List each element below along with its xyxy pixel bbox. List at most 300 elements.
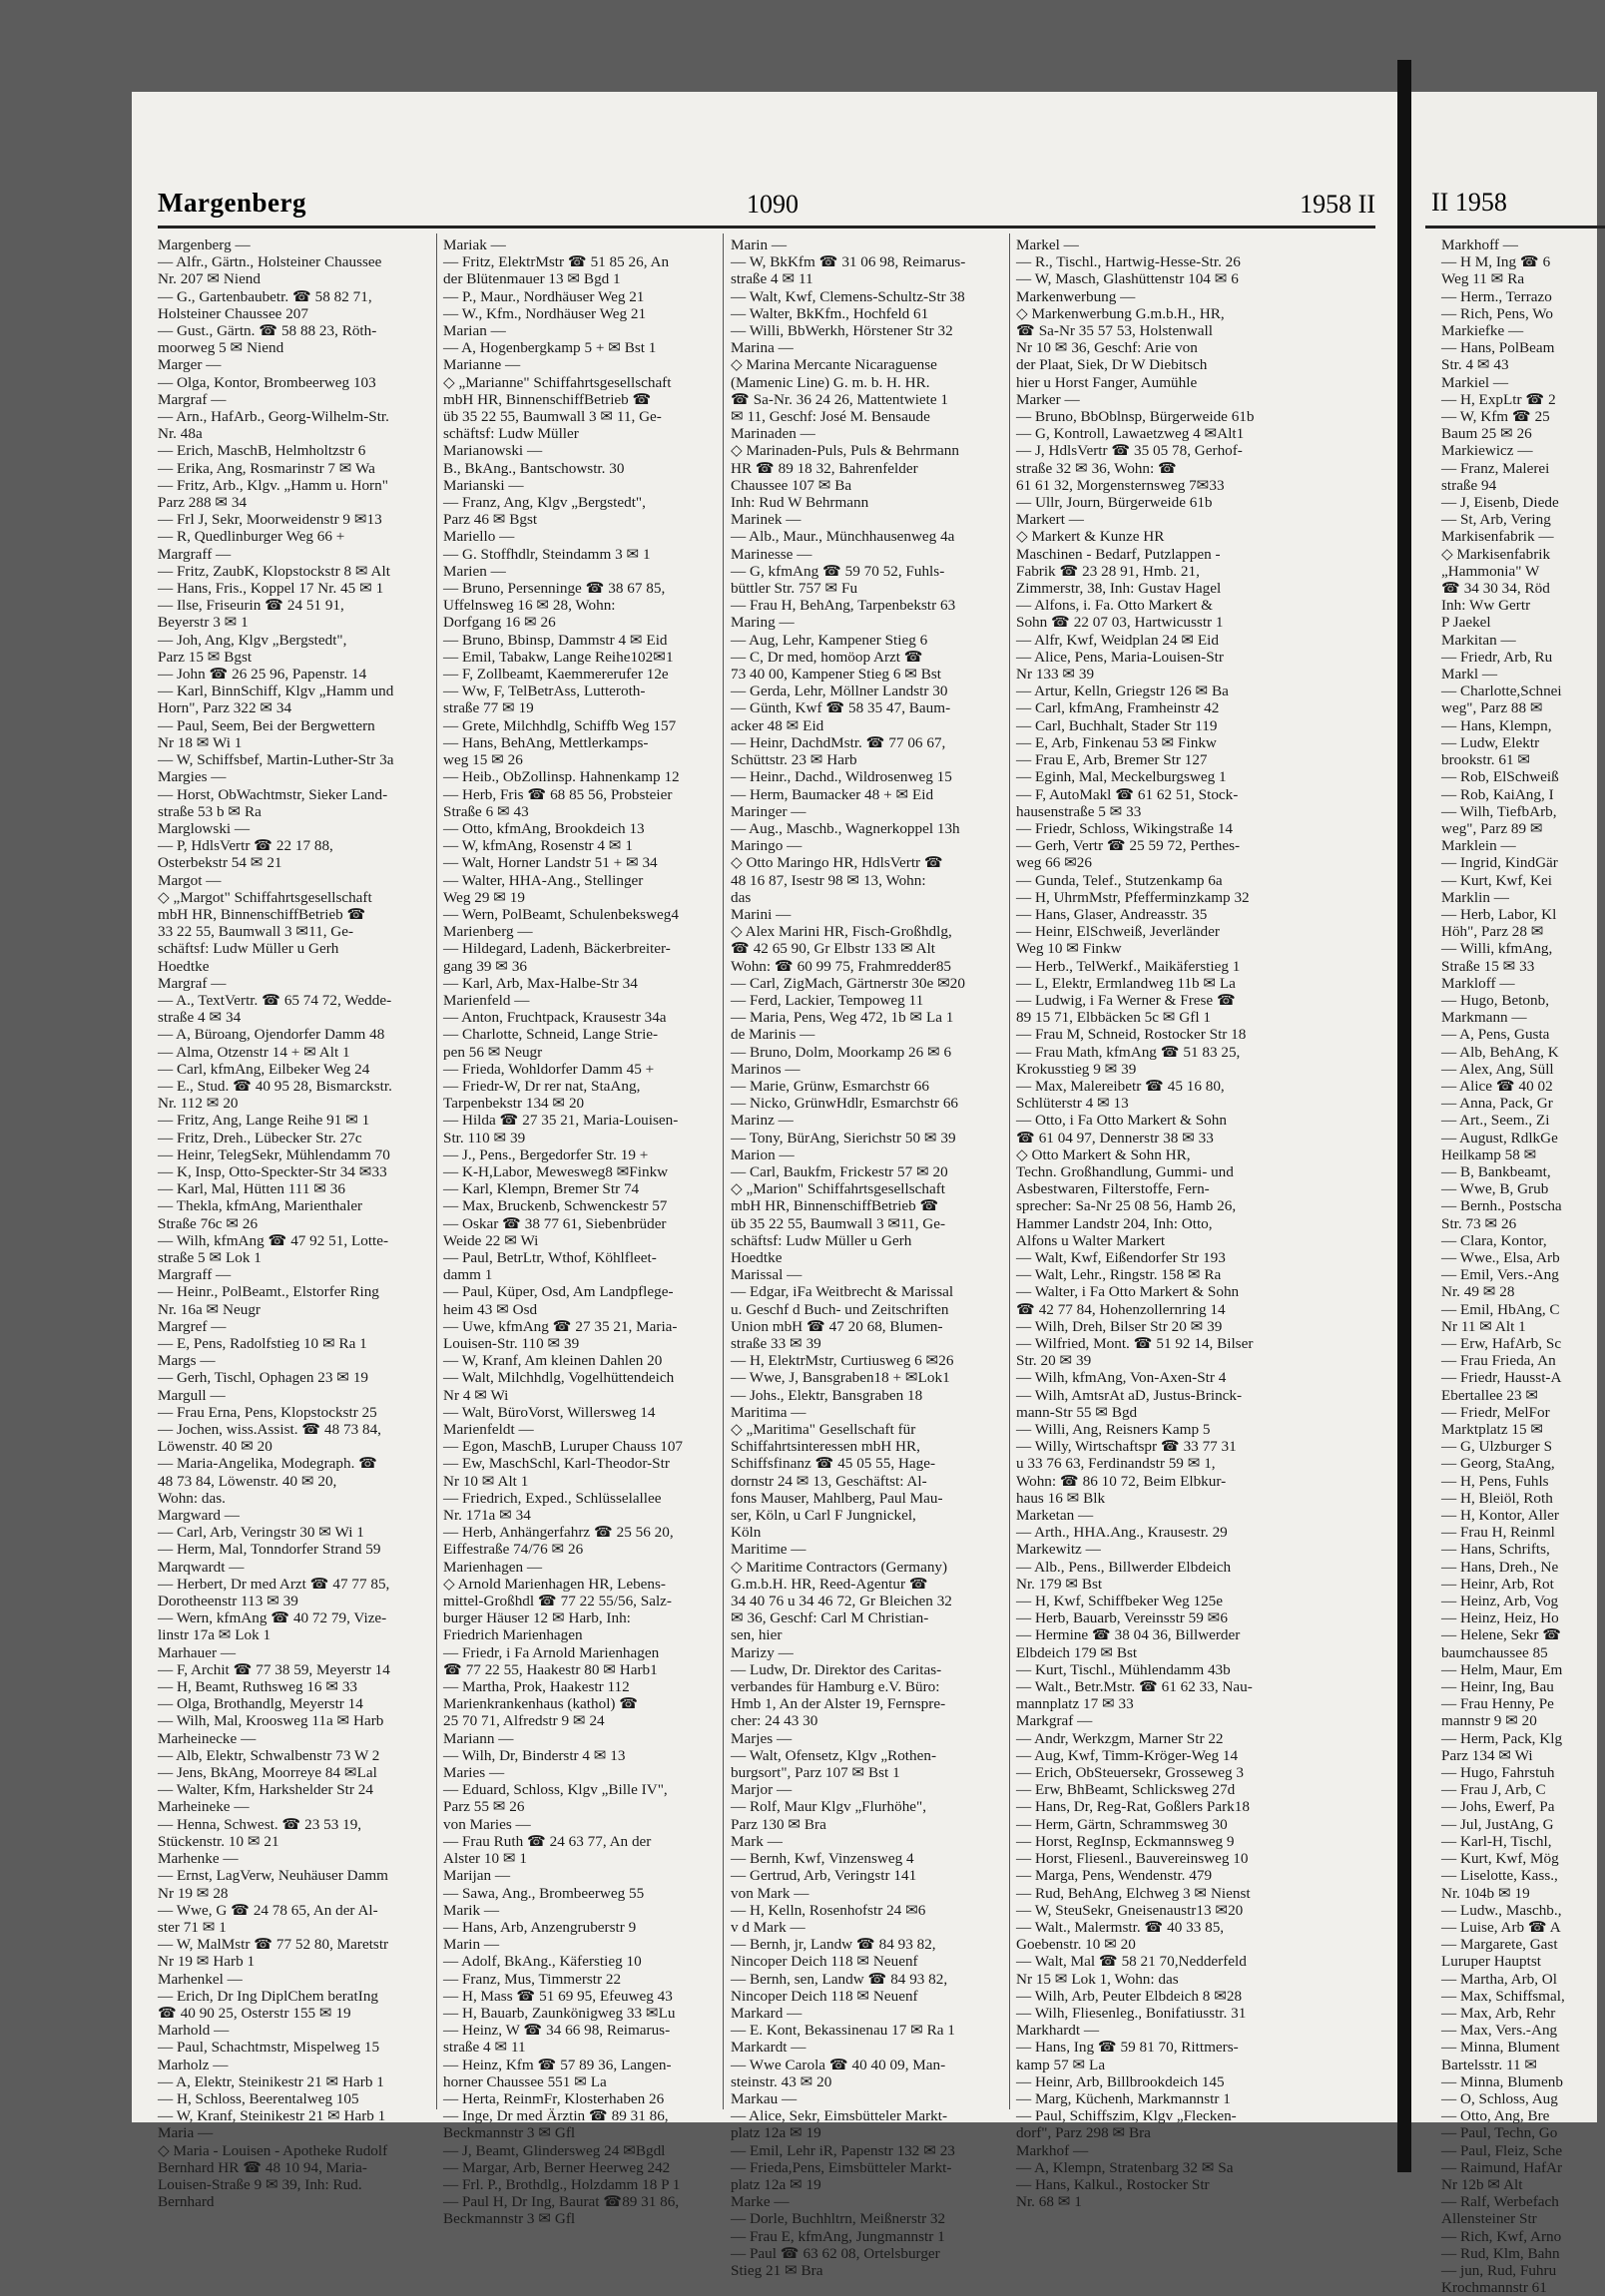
column-divider xyxy=(1009,233,1010,2109)
directory-entry-line: — Herm, Baumacker 48 + ✉ Eid xyxy=(731,785,934,803)
directory-entry-line: Marijan — xyxy=(443,1867,511,1885)
directory-entry-line: — Jens, BkAng, Moorreye 84 ✉Lal xyxy=(158,1764,377,1782)
directory-entry-line: — Alb., Pens., Billwerder Elbdeich xyxy=(1016,1558,1232,1576)
directory-entry-line: — Luise, Arb ☎ A xyxy=(1441,1918,1561,1936)
directory-entry-line: — Paul, Fleiz, Sche xyxy=(1441,2141,1563,2159)
directory-entry-line: — jun, Rud, Fuhru xyxy=(1441,2261,1557,2279)
directory-entry-line: — W, Kranf, Steinikestr 21 ✉ Harb 1 xyxy=(158,2107,386,2125)
directory-entry-line: — Olga, Kontor, Brombeerweg 103 xyxy=(158,373,376,391)
directory-entry-line: Marianski — xyxy=(443,476,524,494)
directory-entry-line: Alfons u Walter Markert xyxy=(1016,1231,1166,1249)
directory-entry-line: — Heinr, TelegSekr, Mühlendamm 70 xyxy=(158,1146,390,1163)
directory-entry-line: Dorfgang 16 ✉ 26 xyxy=(443,614,556,632)
directory-entry-line: — Anton, Fruchtpack, Krausestr 34a xyxy=(443,1009,667,1027)
directory-entry-line: Marklin — xyxy=(1441,888,1509,906)
directory-entry-line: Markisenfabrik — xyxy=(1441,528,1554,546)
directory-entry-line: — Erich, MaschB, Helmholtzstr 6 xyxy=(158,442,366,460)
directory-entry-line: — Walter, Kfm, Harkshelder Str 24 xyxy=(158,1781,373,1799)
column-divider xyxy=(723,233,724,2109)
directory-entry-line: Marinesse — xyxy=(731,545,812,563)
directory-entry-line: Uffelnsweg 16 ✉ 28, Wohn: xyxy=(443,597,616,615)
directory-entry-line: G.m.b.H. HR, Reed-Agentur ☎ xyxy=(731,1575,928,1593)
directory-entry-line: — H, Beamt, Ruthsweg 16 ✉ 33 xyxy=(158,1678,358,1696)
directory-entry-line: — Herm, Mal, Tonndorfer Strand 59 xyxy=(158,1541,381,1559)
directory-entry-line: ◇ Markenwerbung G.m.b.H., HR, xyxy=(1016,304,1225,322)
directory-entry-line: Maringo — xyxy=(731,837,802,855)
directory-entry-line: — Bruno, Dolm, Moorkamp 26 ✉ 6 xyxy=(731,1043,952,1061)
directory-entry-line: Köln xyxy=(731,1524,762,1542)
directory-entry-line: cher: 24 43 30 xyxy=(731,1712,818,1730)
directory-entry-line: — W, SteuSekr, Gneisenaustr13 ✉20 xyxy=(1016,1901,1244,1919)
directory-entry-line: Weg 11 ✉ Ra xyxy=(1441,270,1525,288)
directory-entry-line: Holsteiner Chaussee 207 xyxy=(158,304,308,322)
directory-entry-line: — Margar, Arb, Berner Heerweg 242 xyxy=(443,2158,671,2176)
directory-entry-line: — F, AutoMakl ☎ 61 62 51, Stock- xyxy=(1016,785,1239,803)
directory-entry-line: — Willi, BbWerkh, Hörstener Str 32 xyxy=(731,322,953,340)
directory-entry-line: gang 39 ✉ 36 xyxy=(443,957,528,975)
directory-entry-line: Hmb 1, An der Alster 19, Fernspre- xyxy=(731,1695,946,1713)
directory-entry-line: — H, Schloss, Beerentalweg 105 xyxy=(158,2089,359,2107)
directory-entry-line: sprecher: Sa-Nr 25 08 56, Hamb 26, xyxy=(1016,1197,1237,1215)
directory-entry-line: — Marg, Küchenh, Markmannstr 1 xyxy=(1016,2089,1231,2107)
directory-entry-line: — Eduard, Schloss, Klgv „Bille IV", xyxy=(443,1781,668,1799)
directory-entry-line: — Ludwig, i Fa Werner & Frese ☎ xyxy=(1016,991,1236,1009)
directory-entry-line: — Art., Seem., Zi xyxy=(1441,1112,1550,1130)
directory-entry-line: — Heinr, ElSchweiß, Jeverländer xyxy=(1016,923,1220,941)
directory-entry-line: — Alfons, i. Fa. Otto Markert & xyxy=(1016,597,1213,615)
directory-entry-line: ☎ Sa-Nr. 36 24 26, Mattentwiete 1 xyxy=(731,390,949,408)
directory-entry-line: — Walter, HHA-Ang., Stellinger xyxy=(443,871,644,889)
directory-entry-line: — Hans, PolBeam xyxy=(1441,339,1555,357)
directory-entry-line: — Hans, Ing ☎ 59 81 70, Rittmers- xyxy=(1016,2039,1239,2057)
directory-entry-line: ◇ „Margot" Schiffahrtsgesellschaft xyxy=(158,888,372,906)
directory-entry-line: Nr 15 ✉ Lok 1, Wohn: das xyxy=(1016,1970,1179,1988)
directory-entry-line: — Aug., Maschb., Wagnerkoppel 13h xyxy=(731,819,960,837)
directory-entry-line: — Wwe., Elsa, Arb xyxy=(1441,1248,1560,1266)
directory-entry-line: mbH HR, BinnenschiffBetrieb ☎ xyxy=(443,390,652,408)
directory-entry-line: — H, ElektrMstr, Curtiusweg 6 ✉26 xyxy=(731,1352,954,1370)
directory-entry-line: Markhof — xyxy=(1016,2141,1089,2159)
directory-entry-line: Bernhard HR ☎ 48 10 94, Maria- xyxy=(158,2158,367,2176)
directory-entry-line: — Frau Henny, Pe xyxy=(1441,1695,1554,1713)
directory-entry-line: büttler Str. 757 ✉ Fu xyxy=(731,580,858,598)
directory-entry-line: — Gerh, Tischl, Ophagen 23 ✉ 19 xyxy=(158,1369,369,1387)
next-page-column xyxy=(1441,236,1601,2296)
directory-entry-line: Marinek — xyxy=(731,511,802,529)
directory-entry-line: Nr 10 ✉ 36, Geschf: Arie von xyxy=(1016,339,1198,357)
directory-entry-line: — Alex, Ang, Süll xyxy=(1441,1060,1554,1078)
directory-entry-line: heim 43 ✉ Osd xyxy=(443,1300,538,1318)
directory-entry-line: — Erich, ObSteuersekr, Grosseweg 3 xyxy=(1016,1764,1244,1782)
directory-entry-line: Markel — xyxy=(1016,236,1079,253)
directory-entry-line: Beyerstr 3 ✉ 1 xyxy=(158,614,249,632)
directory-entry-line: — Alb, Elektr, Schwalbenstr 73 W 2 xyxy=(158,1746,380,1764)
directory-entry-line: — Herbert, Dr med Arzt ☎ 47 77 85, xyxy=(158,1575,390,1593)
directory-entry-line: — Walter, BkKfm., Hochfeld 61 xyxy=(731,304,929,322)
directory-entry-line: B., BkAng., Bantschowstr. 30 xyxy=(443,459,625,477)
directory-entry-line: Marianowski — xyxy=(443,442,543,460)
directory-entry-line: Krokusstieg 9 ✉ 39 xyxy=(1016,1060,1137,1078)
directory-entry-line: — Edgar, iFa Weitbrecht & Marissal xyxy=(731,1283,954,1301)
directory-entry-line: Nr 4 ✉ Wi xyxy=(443,1386,509,1404)
directory-entry-line: — Jul, JustAng, G xyxy=(1441,1815,1554,1833)
directory-entry-line: Marger — xyxy=(158,356,222,374)
directory-entry-line: Margot — xyxy=(158,871,222,889)
directory-entry-line: — Walt., Malermstr. ☎ 40 33 85, xyxy=(1016,1918,1225,1936)
directory-entry-line: brookstr. 61 ✉ xyxy=(1441,751,1531,769)
directory-entry-line: üb 35 22 55, Baumwall 3 ✉ 11, Ge- xyxy=(443,408,662,426)
directory-entry-line: — Frl J, Sekr, Moorweidenstr 9 ✉13 xyxy=(158,511,382,529)
directory-entry-line: Marglowski — xyxy=(158,819,251,837)
directory-entry-line: — Friedr, MelFor xyxy=(1441,1403,1550,1421)
directory-entry-line: — Rud, BehAng, Elchweg 3 ✉ Nienst xyxy=(1016,1884,1251,1902)
directory-entry-line: Goebenstr. 10 ✉ 20 xyxy=(1016,1936,1136,1954)
directory-entry-line: — Bernh, sen, Landw ☎ 84 93 82, xyxy=(731,1970,948,1988)
directory-entry-line: mittel-Großhdl ☎ 77 22 55/56, Salz- xyxy=(443,1593,672,1610)
directory-entry-line: — Frl. P., Brothdlg., Holzdamm 18 P 1 xyxy=(443,2175,681,2193)
directory-entry-line: fons Mauser, Mahlberg, Paul Mau- xyxy=(731,1489,943,1507)
directory-entry-line: der Blütenmauer 13 ✉ Bgd 1 xyxy=(443,270,621,288)
directory-entry-line: Wohn: das. xyxy=(158,1489,226,1507)
directory-entry-line: „Hammonia" W xyxy=(1441,562,1540,580)
directory-entry-line: — J., Pens., Bergedorfer Str. 19 + xyxy=(443,1146,649,1163)
directory-entry-line: Nr. 207 ✉ Niend xyxy=(158,270,261,288)
directory-entry-line: — Arn., HafArb., Georg-Wilhelm-Str. xyxy=(158,408,389,426)
directory-entry-line: Nr. 49 ✉ 28 xyxy=(1441,1283,1515,1301)
page-header xyxy=(158,188,1375,222)
directory-entry-line: Marhold — xyxy=(158,2022,230,2040)
directory-entry-line: Weide 22 ✉ Wi xyxy=(443,1231,539,1249)
running-head: Margenberg xyxy=(158,188,306,218)
column-divider xyxy=(436,233,437,2109)
directory-entry-line: — Heinr, Arb, Rot xyxy=(1441,1575,1554,1593)
directory-entry-line: — Arth., HHA.Ang., Krausestr. 29 xyxy=(1016,1524,1228,1542)
directory-entry-line: — L, Elektr, Ermlandweg 11b ✉ La xyxy=(1016,974,1236,992)
directory-entry-line: straße 5 ✉ Lok 1 xyxy=(158,1248,262,1266)
directory-entry-line: — Heinr., Dachd., Wildrosenweg 15 xyxy=(731,768,952,786)
directory-entry-line: — Wilh, TiefbArb, xyxy=(1441,802,1557,820)
directory-entry-line: — Fritz, Dreh., Lübecker Str. 27c xyxy=(158,1129,362,1147)
directory-entry-line: — W, BkKfm ☎ 31 06 98, Reimarus- xyxy=(731,253,966,271)
directory-entry-line: Baum 25 ✉ 26 xyxy=(1441,425,1532,443)
directory-entry-line: Nr. 48a xyxy=(158,425,203,443)
directory-entry-line: — Rich, Pens, Wo xyxy=(1441,304,1553,322)
directory-entry-line: — Adolf, BkAng., Käferstieg 10 xyxy=(443,1953,642,1971)
directory-entry-line: — Paul, Schachtmstr, Mispelweg 15 xyxy=(158,2039,380,2057)
edition-label: 1958 II xyxy=(1300,190,1375,219)
directory-entry-line: Luruper Hauptst xyxy=(1441,1953,1541,1971)
directory-entry-line: — Willy, Wirtschaftspr ☎ 33 77 31 xyxy=(1016,1438,1237,1456)
directory-entry-line: Straße 15 ✉ 33 xyxy=(1441,957,1535,975)
directory-entry-line: — A, Pens, Gusta xyxy=(1441,1026,1550,1044)
directory-entry-line: — Wern, kfmAng ☎ 40 72 79, Vize- xyxy=(158,1609,387,1627)
directory-entry-line: — Frau Frieda, An xyxy=(1441,1352,1556,1370)
directory-entry-line: ◇ Maritime Contractors (Germany) xyxy=(731,1558,948,1576)
directory-entry-line: — Max, Bruckenb, Schwenckestr 57 xyxy=(443,1197,668,1215)
directory-entry-line: — Jochen, wiss.Assist. ☎ 48 73 84, xyxy=(158,1421,381,1439)
directory-entry-line: ◇ Otto Maringo HR, HdlsVertr ☎ xyxy=(731,854,943,872)
directory-entry-line: — H, UhrmMstr, Pfefferminzkamp 32 xyxy=(1016,888,1250,906)
directory-entry-line: Margull — xyxy=(158,1386,226,1404)
directory-entry-line: Mark — xyxy=(731,1832,783,1850)
directory-entry-line: baumchaussee 85 xyxy=(1441,1643,1548,1661)
directory-entry-line: — Maria, Pens, Weg 472, 1b ✉ La 1 xyxy=(731,1009,954,1027)
directory-entry-line: — Hugo, Betonb, xyxy=(1441,991,1549,1009)
directory-entry-line: — Minna, Blument xyxy=(1441,2039,1560,2057)
directory-entry-line: Hoedtke xyxy=(731,1248,783,1266)
directory-entry-line: Stieg 21 ✉ Bra xyxy=(731,2261,823,2279)
directory-entry-line: mannstr 9 ✉ 20 xyxy=(1441,1712,1537,1730)
directory-entry-line: 89 15 71, Elbbäcken 5c ✉ Gfl 1 xyxy=(1016,1009,1211,1027)
directory-entry-line: Markhardt — xyxy=(1016,2022,1100,2040)
directory-entry-line: — Johs, Ewerf, Pa xyxy=(1441,1798,1555,1816)
directory-entry-line: Dorotheenstr 113 ✉ 39 xyxy=(158,1593,298,1610)
directory-entry-line: straße 94 xyxy=(1441,476,1497,494)
directory-entry-line: ser, Köln, u Carl F Jungnickel, xyxy=(731,1507,916,1525)
directory-entry-line: Markiefke — xyxy=(1441,322,1524,340)
directory-entry-line: Marini — xyxy=(731,905,792,923)
directory-entry-line: mann-Str 55 ✉ Bgd xyxy=(1016,1403,1138,1421)
directory-entry-line: 33 22 55, Baumwall 3 ✉11, Ge- xyxy=(158,923,354,941)
directory-entry-line: — Heinr, Ing, Bau xyxy=(1441,1678,1554,1696)
directory-entry-line: kamp 57 ✉ La xyxy=(1016,2056,1106,2073)
directory-entry-line: — G, Ulzburger S xyxy=(1441,1438,1553,1456)
directory-entry-line: — Ullr, Journ, Bürgerweide 61b xyxy=(1016,494,1213,512)
directory-entry-line: — Herb, Fris ☎ 68 85 56, Probsteier xyxy=(443,785,673,803)
directory-entry-line: — Otto, kfmAng, Brookdeich 13 xyxy=(443,819,645,837)
directory-entry-line: — Rolf, Maur Klgv „Flurhöhe", xyxy=(731,1798,927,1816)
directory-entry-line: de Marinis — xyxy=(731,1026,815,1044)
directory-entry-line: — Gust., Gärtn. ☎ 58 88 23, Röth- xyxy=(158,322,377,340)
directory-entry-line: Marienfeldt — xyxy=(443,1421,534,1439)
directory-entry-line: — Charlotte, Schneid, Lange Strie- xyxy=(443,1026,659,1044)
directory-entry-line: Horn", Parz 322 ✉ 34 xyxy=(158,699,292,717)
directory-entry-line: Techn. Großhandlung, Gummi- und xyxy=(1016,1162,1234,1180)
directory-entry-line: acker 48 ✉ Eid xyxy=(731,716,824,734)
directory-entry-line: — H, ExpLtr ☎ 2 xyxy=(1441,390,1556,408)
directory-entry-line: — H, Kwf, Schiffbeker Weg 125e xyxy=(1016,1593,1223,1610)
directory-entry-line: — Egon, MaschB, Luruper Chauss 107 xyxy=(443,1438,684,1456)
directory-entry-line: — Bernh, Kwf, Vinzensweg 4 xyxy=(731,1850,914,1868)
directory-entry-line: — Andr, Werkzgm, Marner Str 22 xyxy=(1016,1729,1224,1747)
directory-entry-line: — Emil, Vers.-Ang xyxy=(1441,1266,1559,1284)
directory-entry-line: — Kurt, Kwf, Kei xyxy=(1441,871,1552,889)
directory-entry-line: schäftsf: Ludw Müller xyxy=(443,425,579,443)
directory-entry-line: Marjor — xyxy=(731,1781,793,1799)
directory-entry-line: — Liselotte, Kass., xyxy=(1441,1867,1558,1885)
directory-entry-line: — W, kfmAng, Rosenstr 4 ✉ 1 xyxy=(443,837,633,855)
next-page-edge xyxy=(1411,92,1597,2296)
directory-entry-line: — Wilh, Dr, Binderstr 4 ✉ 13 xyxy=(443,1746,626,1764)
directory-entry-line: — Otto, Ang, Bre xyxy=(1441,2107,1550,2125)
directory-entry-line: Str. 4 ✉ 43 xyxy=(1441,356,1509,374)
directory-entry-line: — Walt, Lehr., Ringstr. 158 ✉ Ra xyxy=(1016,1266,1222,1284)
directory-entry-line: — H M, Ing ☎ 6 xyxy=(1441,253,1551,271)
directory-entry-line: dornstr 24 ✉ 13, Geschäftst: Al- xyxy=(731,1472,927,1490)
directory-entry-line: — H, Kelln, Rosenhofstr 24 ✉6 xyxy=(731,1901,926,1919)
directory-entry-line: Maritime — xyxy=(731,1541,806,1559)
directory-entry-line: ☎ 42 77 84, Hohenzollernring 14 xyxy=(1016,1300,1226,1318)
directory-entry-line: — Otto, i Fa Otto Markert & Sohn xyxy=(1016,1112,1227,1130)
directory-entry-line: Marjes — xyxy=(731,1729,793,1747)
directory-entry-line: — Marie, Grünw, Esmarchstr 66 xyxy=(731,1077,929,1095)
directory-entry-line: — Uwe, kfmAng ☎ 27 35 21, Maria- xyxy=(443,1317,678,1335)
directory-entry-line: Löwenstr. 40 ✉ 20 xyxy=(158,1438,272,1456)
directory-entry-line: Margies — xyxy=(158,768,227,786)
directory-entry-line: Nincoper Deich 118 ✉ Neuenf xyxy=(731,1953,918,1971)
directory-entry-line: Parz 46 ✉ Bgst xyxy=(443,511,538,529)
directory-entry-line: — Friedr-W, Dr rer nat, StaAng, xyxy=(443,1077,641,1095)
directory-entry-line: Marissal — xyxy=(731,1266,802,1284)
directory-entry-line: 61 61 32, Morgensternsweg 7✉33 xyxy=(1016,476,1225,494)
directory-entry-line: ◇ Markert & Kunze HR xyxy=(1016,528,1165,546)
directory-entry-line: — Franz, Ang, Klgv „Bergstedt", xyxy=(443,494,646,512)
directory-entry-line: Markitan — xyxy=(1441,631,1516,649)
entry-column-2 xyxy=(443,236,715,2228)
directory-entry-line: — Wilh, AmtsrAt aD, Justus-Brinck- xyxy=(1016,1386,1243,1404)
directory-entry-line: Elbdeich 179 ✉ Bst xyxy=(1016,1643,1138,1661)
directory-entry-line: — Wern, PolBeamt, Schulenbeksweg4 xyxy=(443,905,679,923)
directory-entry-line: — W, Kfm ☎ 25 xyxy=(1441,408,1550,426)
directory-entry-line: Marinaden — xyxy=(731,425,815,443)
directory-entry-line: — Carl, Buchhalt, Stader Str 119 xyxy=(1016,716,1218,734)
directory-entry-line: — Martha, Prok, Haakestr 112 xyxy=(443,1678,630,1696)
directory-entry-line: — Alice ☎ 40 02 xyxy=(1441,1077,1553,1095)
directory-entry-line: Marholz — xyxy=(158,2056,229,2073)
directory-entry-line: mannplatz 17 ✉ 33 xyxy=(1016,1695,1134,1713)
directory-entry-line: Markl — xyxy=(1441,666,1498,684)
directory-entry-line: Nr 12b ✉ Alt xyxy=(1441,2175,1523,2193)
directory-entry-line: — J, Eisenb, Diede xyxy=(1441,494,1559,512)
directory-entry-line: — Ferd, Lackier, Tempoweg 11 xyxy=(731,991,924,1009)
directory-entry-line: — Carl, Baukfm, Frickestr 57 ✉ 20 xyxy=(731,1162,948,1180)
directory-entry-line: Marienhagen — xyxy=(443,1558,543,1576)
directory-entry-line: Markhoff — xyxy=(1441,236,1518,253)
directory-entry-line: — Emil, Tabakw, Lange Reihe102✉1 xyxy=(443,648,674,666)
directory-entry-line: der Plaat, Siek, Dr W Diebitsch xyxy=(1016,356,1208,374)
directory-entry-line: Marienkrankenhaus (kathol) ☎ xyxy=(443,1695,639,1713)
directory-entry-line: — Karl, Klempn, Bremer Str 74 xyxy=(443,1180,640,1198)
directory-entry-line: — Hans, Dreh., Ne xyxy=(1441,1558,1559,1576)
directory-entry-line: Fabrik ☎ 23 28 91, Hmb. 21, xyxy=(1016,562,1200,580)
directory-entry-line: — Rich, Kwf, Arno xyxy=(1441,2227,1562,2245)
directory-entry-line: Margward — xyxy=(158,1507,240,1525)
directory-entry-line: u. Geschf d Buch- und Zeitschriften xyxy=(731,1300,949,1318)
directory-entry-line: Chaussee 107 ✉ Ba xyxy=(731,476,852,494)
directory-entry-line: — Walt, Horner Landstr 51 + ✉ 34 xyxy=(443,854,658,872)
directory-entry-line: Margref — xyxy=(158,1317,227,1335)
directory-entry-line: — Heinz, W ☎ 34 66 98, Reimarus- xyxy=(443,2022,671,2040)
directory-entry-line: Weg 29 ✉ 19 xyxy=(443,888,525,906)
directory-entry-line: — Wilh, Mal, Kroosweg 11a ✉ Harb xyxy=(158,1712,384,1730)
directory-entry-line: — Frau Ruth ☎ 24 63 77, An der xyxy=(443,1832,652,1850)
directory-entry-line: — Wwe, G ☎ 24 78 65, An der Al- xyxy=(158,1901,378,1919)
directory-entry-line: — Carl, kfmAng, Framheinstr 42 xyxy=(1016,699,1220,717)
directory-entry-line: — Inge, Dr med Ärztin ☎ 89 31 86, xyxy=(443,2107,669,2125)
directory-entry-line: — Walt, BüroVorst, Willersweg 14 xyxy=(443,1403,656,1421)
directory-entry-line: — A., TextVertr. ☎ 65 74 72, Wedde- xyxy=(158,991,392,1009)
directory-entry-line: P Jaekel xyxy=(1441,614,1491,632)
directory-entry-line: Nr 19 ✉ 28 xyxy=(158,1884,229,1902)
directory-entry-line: — Friedrich, Exped., Schlüsselallee xyxy=(443,1489,662,1507)
directory-entry-line: Nr. 112 ✉ 20 xyxy=(158,1095,239,1113)
directory-entry-line: Markmann — xyxy=(1441,1009,1527,1027)
directory-entry-line: damm 1 xyxy=(443,1266,493,1284)
directory-entry-line: Allensteiner Str xyxy=(1441,2210,1537,2228)
directory-entry-line: Nr. 16a ✉ Neugr xyxy=(158,1300,261,1318)
directory-entry-line: — Heinr, DachdMstr. ☎ 77 06 67, xyxy=(731,733,946,751)
directory-entry-line: — E., Stud. ☎ 40 95 28, Bismarckstr. xyxy=(158,1077,392,1095)
directory-entry-line: — Aug, Kwf, Timm-Kröger-Weg 14 xyxy=(1016,1746,1239,1764)
directory-entry-line: weg", Parz 89 ✉ xyxy=(1441,819,1543,837)
entry-column-1 xyxy=(158,236,429,2211)
directory-entry-line: — Hermine ☎ 38 04 36, Billwerder xyxy=(1016,1626,1241,1644)
directory-entry-line: — Erika, Ang, Rosmarinstr 7 ✉ Wa xyxy=(158,459,375,477)
directory-entry-line: — Heinz, Arb, Vog xyxy=(1441,1593,1559,1610)
directory-entry-line: straße 33 ✉ 39 xyxy=(731,1335,821,1352)
directory-entry-line: — Herta, ReinmFr, Klosterhaben 26 xyxy=(443,2089,665,2107)
directory-entry-line: — Heinz, Kfm ☎ 57 89 36, Langen- xyxy=(443,2056,672,2073)
directory-entry-line: — Ernst, LagVerw, Neuhäuser Damm xyxy=(158,1867,388,1885)
directory-entry-line: — Kurt, Kwf, Mög xyxy=(1441,1850,1559,1868)
entry-column-4 xyxy=(1016,236,1298,2211)
directory-entry-line: Markenwerbung — xyxy=(1016,287,1136,305)
directory-entry-line: — Walt, Mal ☎ 58 21 70,Nedderfeld xyxy=(1016,1953,1247,1971)
directory-entry-line: — Raimund, HafAr xyxy=(1441,2158,1563,2176)
directory-entry-line: — Frau E, Arb, Bremer Str 127 xyxy=(1016,751,1208,769)
directory-entry-line: — Alfr, Kwf, Weidplan 24 ✉ Eid xyxy=(1016,631,1219,649)
directory-entry-line: Markiewicz — xyxy=(1441,442,1533,460)
directory-entry-line: Markgraf — xyxy=(1016,1712,1093,1730)
directory-entry-line: — Thekla, kfmAng, Marienthaler xyxy=(158,1197,363,1215)
directory-entry-line: — Sawa, Ang., Brombeerweg 55 xyxy=(443,1884,645,1902)
directory-entry-line: Marina — xyxy=(731,339,794,357)
directory-entry-line: Marhenkel — xyxy=(158,1970,243,1988)
directory-entry-line: — W, MalMstr ☎ 77 52 80, Maretstr xyxy=(158,1936,389,1954)
directory-entry-line: Marheineke — xyxy=(158,1798,250,1816)
directory-entry-line: Marktplatz 15 ✉ xyxy=(1441,1421,1544,1439)
directory-entry-line: — Hans, Klempn, xyxy=(1441,716,1552,734)
directory-entry-line: — H, Mass ☎ 51 69 95, Efeuweg 43 xyxy=(443,1987,673,2005)
directory-entry-line: — Karl, Arb, Max-Halbe-Str 34 xyxy=(443,974,638,992)
directory-entry-line: Zimmerstr, 38, Inh: Gustav Hagel xyxy=(1016,580,1222,598)
directory-entry-line: — Max, Arb, Rehr xyxy=(1441,2004,1556,2022)
directory-entry-line: Schiffahrtsinteressen mbH HR, xyxy=(731,1438,920,1456)
directory-entry-line: pen 56 ✉ Neugr xyxy=(443,1043,543,1061)
directory-entry-line: weg 15 ✉ 26 xyxy=(443,751,523,769)
directory-entry-line: — W, Schiffsbef, Martin-Luther-Str 3a xyxy=(158,751,394,769)
directory-entry-line: — Herb, Anhängerfahrz ☎ 25 56 20, xyxy=(443,1524,674,1542)
directory-entry-line: — Frau Math, kfmAng ☎ 51 83 25, xyxy=(1016,1043,1241,1061)
directory-entry-line: ☎ 61 04 97, Dennerstr 38 ✉ 33 xyxy=(1016,1129,1214,1147)
directory-entry-line: — Henna, Schwest. ☎ 23 53 19, xyxy=(158,1815,362,1833)
directory-entry-line: Marianne — xyxy=(443,356,521,374)
directory-entry-line: — Heib., ObZollinsp. Hahnenkamp 12 xyxy=(443,768,680,786)
directory-entry-line: — G, Kontroll, Lawaetzweg 4 ✉Alt1 xyxy=(1016,425,1245,443)
directory-entry-line: Hoedtke xyxy=(158,957,210,975)
directory-entry-line: — E. Kont, Bekassinenau 17 ✉ Ra 1 xyxy=(731,2022,955,2040)
directory-entry-line: 48 16 87, Isestr 98 ✉ 13, Wohn: xyxy=(731,871,926,889)
directory-entry-line: ✉ 11, Geschf: José M. Bensaude xyxy=(731,408,930,426)
directory-entry-line: — Karl, BinnSchiff, Klgv „Hamm und xyxy=(158,683,394,700)
directory-entry-line: Maringer — xyxy=(731,802,806,820)
directory-entry-line: — P., Maur., Nordhäuser Weg 21 xyxy=(443,287,645,305)
directory-entry-line: Marien — xyxy=(443,562,506,580)
directory-entry-line: — Paul, Seem, Bei der Bergwettern xyxy=(158,716,375,734)
directory-entry-line: — R., Tischl., Hartwig-Hesse-Str. 26 xyxy=(1016,253,1241,271)
directory-entry-line: — Hilda ☎ 27 35 21, Maria-Louisen- xyxy=(443,1112,679,1130)
directory-entry-line: — H, Bleiöl, Roth xyxy=(1441,1489,1553,1507)
